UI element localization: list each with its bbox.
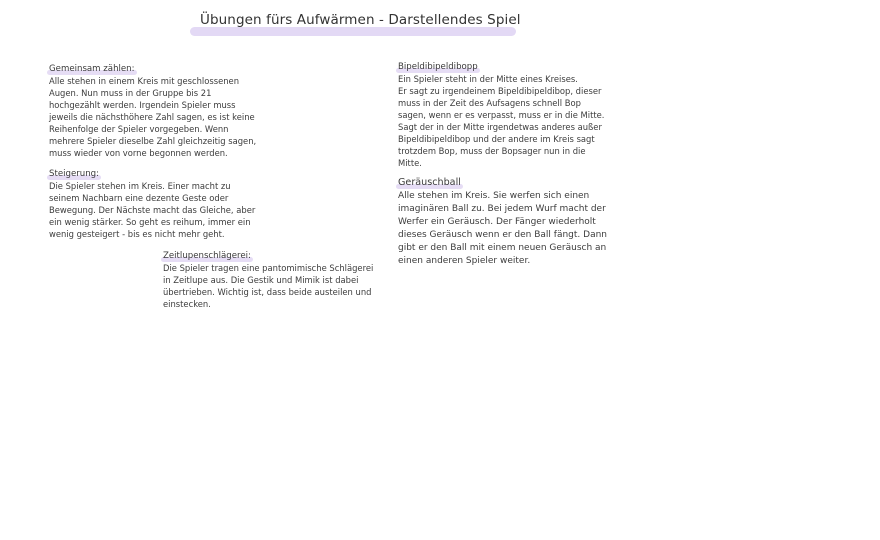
section-heading: Geräuschball bbox=[398, 177, 461, 188]
section-body: Alle stehen in einem Kreis mit geschlossenen Augen. Nun muss in der Gruppe bis 21 hochgezählt werden. Irgendein Spieler muss jeweils die nächsthöhere Zahl sagen, es ist keine Reihenfolge der Spieler vorgegeben. Wenn mehrere Spieler dieselbe Zahl gleichzeitig sagen, muss wieder von vorne begonnen werden. bbox=[49, 76, 257, 158]
page-title: Übungen fürs Aufwärmen - Darstellendes Spiel bbox=[200, 12, 521, 28]
section-body: Die Spieler stehen im Kreis. Einer macht zu seinem Nachbarn eine dezente Geste oder Bewegung. Der Nächste macht das Gleiche, aber ein wenig stärker. So geht es reihum, immer ein wenig gesteigert - bis es nicht mehr geht. bbox=[49, 181, 256, 239]
section-heading: Bipeldibipeldibopp bbox=[398, 62, 478, 72]
section-bipeldibipeldibopp bbox=[398, 60, 633, 169]
section-body: Ein Spieler steht in der Mitte eines Kreises. Er sagt zu irgendeinem Bipeldibipeldibop, dieser muss in der Zeit des Aufsagens schnell Bop sagen, wenn er es verpasst, muss er in die Mitte. Sagt der in der Mitte irgendetwas anderes außer Bipeldibipeldibop und der andere im Kreis sagt trotzdem Bop, muss der Bopsager nun in die Mitte. bbox=[398, 74, 605, 168]
section-heading: Gemeinsam zählen: bbox=[49, 64, 135, 74]
section-heading: Steigerung: bbox=[49, 169, 100, 179]
section-gemeinsam-zaehlen bbox=[49, 62, 279, 159]
section-body: Die Spieler tragen eine pantomimische Schlägerei in Zeitlupe aus. Die Gestik und Mimik ist dabei übertrieben. Wichtig ist, dass beide austeilen und einstecken. bbox=[163, 263, 374, 309]
section-zeitlupenschlaegerei bbox=[163, 249, 393, 310]
section-steigerung bbox=[49, 167, 279, 240]
section-heading: Zeitlupenschlägerei: bbox=[163, 251, 251, 261]
page-title-area bbox=[190, 10, 520, 40]
section-geraeuschball bbox=[398, 176, 638, 268]
section-body: Alle stehen im Kreis. Sie werfen sich einen imaginären Ball zu. Bei jedem Wurf macht der Werfer ein Geräusch. Der Fänger wiederholt dieses Geräusch wenn er den Ball fängt. Dann gibt er den Ball mit einem neuen Geräusch an einen anderen Spieler weiter. bbox=[398, 191, 607, 266]
title-highlight bbox=[190, 27, 516, 36]
